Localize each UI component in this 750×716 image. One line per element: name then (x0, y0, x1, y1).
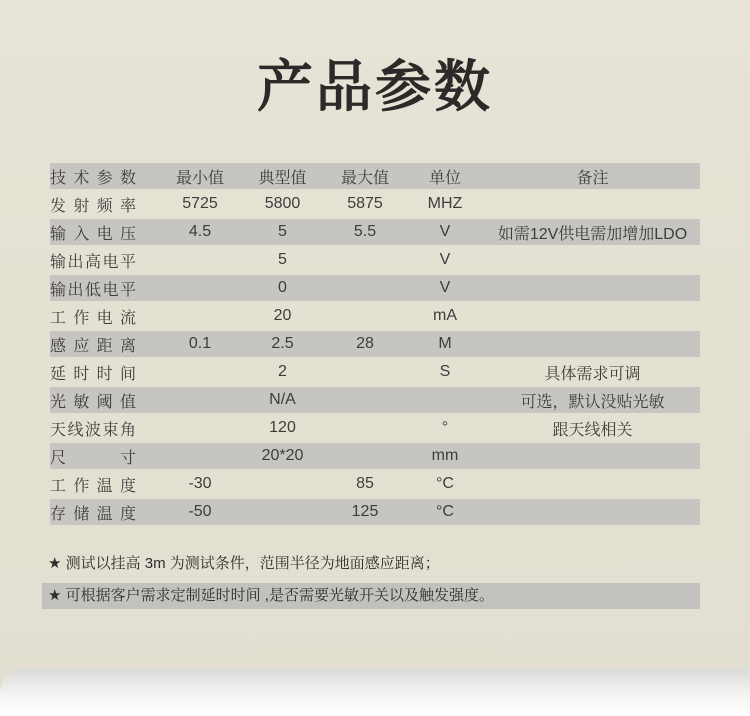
table-row (50, 387, 700, 413)
typical-value-cell: 0 (278, 279, 287, 296)
header-typical: 典型值 (258, 169, 307, 187)
table-row (50, 247, 700, 273)
parameters-table (50, 163, 700, 527)
unit-cell: °C (436, 503, 454, 520)
max-value-cell: 5875 (347, 195, 383, 212)
unit-cell: V (439, 223, 451, 240)
max-value-cell: 28 (356, 335, 374, 352)
max-value-cell: 125 (351, 503, 379, 520)
typical-value-cell: 20*20 (261, 447, 304, 464)
param-name-cell: 输出高电平 (50, 253, 136, 271)
max-value-cell: 5.5 (353, 223, 377, 240)
footnote-line: ★ 可根据客户需求定制延时时间 ,是否需要光敏开关以及触发强度。 (42, 583, 700, 609)
typical-value-cell: 120 (269, 419, 296, 436)
max-value-cell: 85 (356, 475, 374, 492)
table-row (50, 331, 700, 357)
table-row (50, 359, 700, 385)
table-row (50, 499, 700, 525)
section-bottom-fade (0, 668, 750, 716)
remark-cell: 具体需求可调 (544, 365, 641, 383)
typical-value-cell: 2.5 (271, 335, 294, 352)
unit-cell: V (439, 251, 451, 268)
typical-value-cell: 5 (278, 251, 287, 268)
typical-value-cell: 5 (278, 223, 287, 240)
table-row (50, 219, 700, 245)
param-name-cell: 天线波束角 (50, 421, 136, 439)
footnote-line: ★ 测试以挂高 3m 为测试条件，范围半径为地面感应距离； (48, 555, 440, 572)
table-row (50, 443, 700, 469)
min-value-cell: -50 (188, 503, 212, 520)
table-body (50, 191, 700, 525)
unit-cell: mA (433, 307, 457, 324)
param-name-cell: 工作温度 (50, 477, 136, 495)
param-name-cell: 延时时间 (50, 365, 136, 383)
typical-value-cell: 20 (273, 307, 292, 324)
param-name-cell: 发射频率 (50, 197, 136, 215)
unit-cell: °C (436, 475, 454, 492)
table-row (50, 275, 700, 301)
param-name-cell: 存储温度 (50, 505, 136, 523)
unit-cell: M (438, 335, 452, 352)
table-header-row (50, 163, 700, 189)
header-min: 最小值 (175, 169, 224, 187)
param-name-cell: 感应距离 (50, 337, 136, 355)
header-param: 技术参数 (50, 169, 136, 187)
typical-value-cell: 2 (278, 363, 287, 380)
param-name-cell: 尺寸 (50, 449, 136, 467)
param-name-cell: 输入电压 (50, 225, 136, 243)
table-row (50, 415, 700, 441)
unit-cell: mm (431, 447, 459, 464)
table-row (50, 191, 700, 217)
param-name-cell: 输出低电平 (50, 281, 136, 299)
min-value-cell: 4.5 (188, 223, 212, 240)
min-value-cell: 5725 (182, 195, 218, 212)
unit-cell: ° (441, 419, 449, 436)
typical-value-cell: N/A (269, 391, 296, 408)
footnotes (42, 551, 700, 615)
min-value-cell: -30 (188, 475, 212, 492)
page-title: 产品参数 (257, 55, 493, 118)
header-max: 最大值 (340, 169, 389, 187)
table-row (50, 303, 700, 329)
table-row (50, 471, 700, 497)
remark-cell: 可选，默认没贴光敏 (520, 393, 665, 411)
unit-cell: V (439, 279, 451, 296)
header-unit: 单位 (428, 169, 461, 187)
unit-cell: S (439, 363, 451, 380)
unit-cell: MHZ (427, 195, 463, 212)
header-remark: 备注 (576, 169, 609, 187)
remark-cell: 跟天线相关 (552, 421, 633, 439)
param-name-cell: 工作电流 (50, 309, 136, 327)
typical-value-cell: 5800 (264, 195, 301, 212)
remark-cell: 如需12V供电需加增加LDO (497, 225, 688, 243)
min-value-cell: 0.1 (188, 335, 212, 352)
param-name-cell: 光敏阈值 (50, 393, 136, 411)
